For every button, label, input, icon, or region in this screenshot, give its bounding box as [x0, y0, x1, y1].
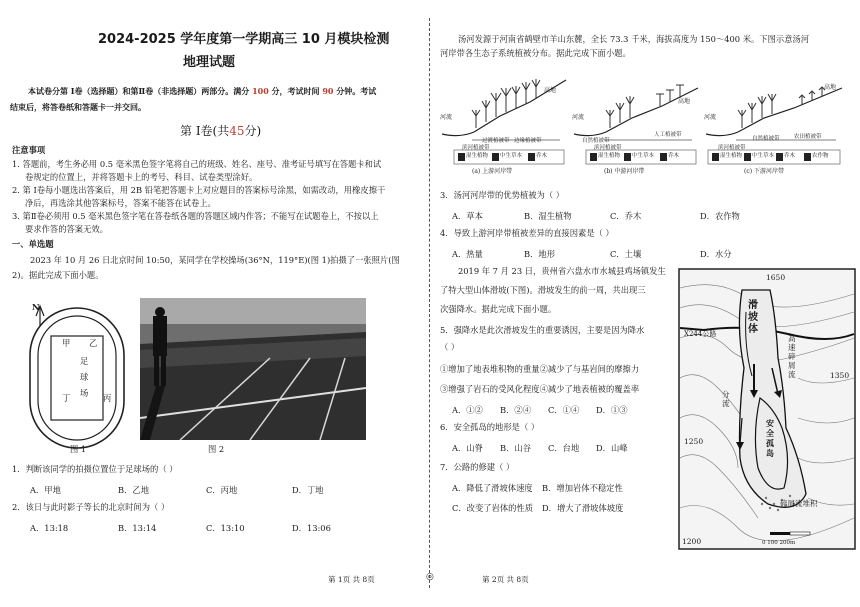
footer-mark: ◎ — [426, 572, 434, 582]
q2-option-b[interactable]: B．13:14 — [118, 523, 157, 533]
q3-option-a[interactable]: A．草本 — [452, 211, 483, 221]
landslide-body-label: 滑坡体 — [748, 300, 758, 335]
question-1: 1．判断该同学的拍摄位置位于足球场的（ ） — [12, 464, 178, 474]
question-5: 5．强降水是此次滑坡发生的重要诱因，主要是因为降水 — [440, 325, 645, 335]
notice-1a: 1. 答题前，考生务必用 0.5 毫米黑色签字笔将自己的班级、姓名、座号、准考证号填写在答题卡和试 — [12, 159, 382, 169]
field-char-2: 球 — [80, 372, 89, 382]
q5-statement-2: ③增强了岩石的受风化程度④减少了地表植被的覆盖率 — [440, 384, 640, 394]
diagram-b-caption: (b) 中游河岸带 — [604, 168, 645, 175]
q7-option-a[interactable]: A．降低了滑坡体速度 — [452, 483, 533, 493]
diagram-c-legend-1: 湿生植物 — [720, 153, 743, 159]
q1-option-a[interactable]: A．甲地 — [30, 485, 61, 495]
diagram-a-legend-2: 中生草本 — [500, 153, 523, 159]
diagram-b-zone2: 自然植被带 — [582, 138, 610, 144]
q5-option-c[interactable]: C．①④ — [548, 405, 580, 415]
q2-option-a[interactable]: A．13:18 — [30, 523, 69, 533]
q6-option-b[interactable]: B．山谷 — [500, 443, 531, 453]
question-6: 6．安全孤岛的地形是（ ） — [440, 422, 540, 432]
intro-line2: 结束后，将答卷纸和答题卡一并交回。 — [10, 102, 146, 112]
q5-option-b[interactable]: B．②④ — [500, 405, 531, 415]
q2-option-d[interactable]: D．13:06 — [292, 523, 331, 533]
diagram-a-zone3: 滨河植被带 — [462, 145, 490, 151]
figure-2-photo — [140, 298, 366, 440]
diagram-c-zone2: 自然植被带 — [752, 136, 780, 142]
q1-option-c[interactable]: C．丙地 — [206, 485, 238, 495]
safe-island-label: 安全孤岛 — [766, 418, 774, 458]
stem2-line1: 2019 年 7 月 23 日，贵州省六盘水市水城县鸡场镇发生 — [458, 266, 666, 276]
field-char-3: 场 — [80, 388, 89, 398]
q6-option-d[interactable]: D．山峰 — [596, 443, 628, 453]
stem2-line2: 了特大型山体滑坡(下图)。滑坡发生的前一周，共出现三 — [440, 285, 646, 295]
question-3: 3．汤河河岸带的优势植被为（ ） — [440, 190, 565, 200]
diagram-b-legend-2: 中生草本 — [632, 153, 655, 159]
page-divider — [429, 18, 430, 588]
exam-title: 2024-2025 学年度第一学期高三 10 月模块检测 — [98, 32, 390, 47]
notice-2a: 2. 第 Ⅰ卷每小题选出答案后，用 2B 铅笔把答题卡上对应题目的答案标号涂黑，如需改动，用橡皮擦干 — [12, 185, 386, 195]
diagram-b-legend-1: 湿生植物 — [598, 153, 621, 159]
contour-1250: 1250 — [684, 437, 704, 446]
question-2: 2．该日与此时影子等长的北京时间为（ ） — [12, 502, 170, 512]
landslide-map — [678, 268, 856, 550]
stem1-line1: 汤河发源于河南省鹤壁市羊山东麓，全长 73.3 千米，海拔高度为 150～400 米。下图示意汤河 — [458, 34, 810, 44]
diagram-a-high: 高地 — [544, 87, 557, 94]
diagram-b-high: 高地 — [678, 98, 691, 105]
q5-option-a[interactable]: A．①② — [452, 405, 483, 415]
q4-option-d[interactable]: D．水分 — [700, 249, 732, 259]
road-label: X244公路 — [684, 330, 717, 338]
contour-1650: 1650 — [766, 273, 786, 282]
diagram-a-river: 河流 — [440, 114, 453, 121]
north-arrow-label: N — [32, 302, 40, 312]
notice-3b: 要求作答的答案无效。 — [25, 224, 108, 234]
diagram-b-river: 河流 — [572, 114, 585, 121]
diagram-a-zone1: 过渡植被带 — [482, 138, 510, 144]
question-7: 7．公路的修建（ ） — [440, 462, 515, 472]
q4-option-c[interactable]: C．土壤 — [610, 249, 642, 259]
stem-line1: 2023 年 10 月 26 日北京时间 10:50，某同学在学校操场(36°N，119°E)(图 1)拍摄了一张照片(图 — [30, 255, 400, 265]
q1-option-b[interactable]: B．乙地 — [118, 485, 149, 495]
notice-1b: 卷规定的位置上，并将答题卡上的考号、科目、试卷类型涂好。 — [25, 172, 258, 182]
map-scale: 0 100 200m — [762, 540, 796, 546]
diagram-c-zone3: 滨河植被带 — [718, 145, 746, 151]
figure-1 — [22, 298, 132, 458]
diagram-c-zone1: 农田植被带 — [794, 134, 822, 140]
question-5-paren: （ ） — [440, 342, 460, 352]
q5-statement-1: ①增加了地表堆积物的重量②减少了与基岩间的摩擦力 — [440, 364, 640, 374]
q7-option-d[interactable]: D．增大了滑坡体坡度 — [542, 503, 624, 513]
point-jia: 甲 — [62, 338, 71, 348]
figure-2-caption: 图 2 — [208, 444, 225, 454]
q3-option-c[interactable]: C．乔木 — [610, 211, 642, 221]
point-bing: 丙 — [103, 393, 112, 403]
q1-option-d[interactable]: D．丁地 — [292, 485, 324, 495]
diversion-label: 分流 — [722, 390, 730, 408]
notice-2b: 净后，再选涂其他答案标号，答案不能答在试卷上。 — [25, 198, 216, 208]
stem-line2: 2)。据此完成下面小题。 — [12, 270, 104, 280]
stem2-line3: 次强降水。据此完成下面小题。 — [440, 304, 557, 314]
q7-option-c[interactable]: C．改变了岩体的性质 — [452, 503, 534, 513]
point-yi: 乙 — [89, 338, 98, 348]
exam-subtitle: 地理试题 — [183, 55, 236, 70]
q6-option-a[interactable]: A．山脊 — [452, 443, 483, 453]
diagram-c-river: 河流 — [704, 114, 717, 121]
figure-1-caption: 图 1 — [70, 444, 87, 454]
page-number-left: 第 1页 共 8页 — [328, 575, 375, 584]
q3-option-b[interactable]: B．湿生植物 — [524, 211, 572, 221]
q2-option-c[interactable]: C．13:10 — [206, 523, 245, 533]
q4-option-a[interactable]: A．热量 — [452, 249, 483, 259]
diagram-a-legend-3: 乔木 — [536, 153, 548, 159]
q6-option-c[interactable]: C．台地 — [548, 443, 580, 453]
point-ding: 丁 — [62, 393, 71, 403]
q7-option-b[interactable]: B．增加岩体不稳定性 — [542, 483, 623, 493]
field-char-1: 足 — [80, 356, 89, 366]
debris-deposit-label: 碎屑流堆积 — [780, 499, 818, 508]
diagram-c-legend-2: 中生草本 — [752, 153, 775, 159]
diagram-a-legend-1: 湿生植物 — [466, 153, 489, 159]
diagram-a-zone2: 边缘植被带 — [514, 138, 542, 144]
debris-flow-label: 高速碎屑流 — [788, 334, 796, 379]
q4-option-b[interactable]: B．地形 — [524, 249, 555, 259]
diagram-a-caption: (a) 上游河岸带 — [472, 168, 513, 175]
part-heading: 一、单选题 — [12, 239, 54, 249]
contour-1200: 1200 — [682, 537, 702, 546]
left-page — [0, 0, 428, 607]
q3-option-d[interactable]: D．农作物 — [700, 211, 740, 221]
question-4: 4．导致上游河岸带植被差异的直接因素是（ ） — [440, 228, 614, 238]
diagram-b-zone3: 滨河植被带 — [594, 145, 622, 151]
intro-line1: 本试卷分第 Ⅰ卷（选择题）和第Ⅱ卷（非选择题）两部分。满分 100 分，考试时间 90 分钟。考试 — [28, 86, 377, 96]
stem1-line2: 河岸带各生态子系统植被分布。据此完成下面小题。 — [440, 48, 631, 58]
notice-heading: 注意事项 — [12, 145, 46, 155]
diagram-c-caption: (c) 下游河岸带 — [744, 168, 784, 175]
q5-option-d[interactable]: D．①③ — [596, 405, 628, 415]
diagram-b-legend-3: 乔木 — [668, 153, 680, 159]
section-title: 第 Ⅰ卷(共45分) — [180, 124, 262, 138]
diagram-b-zone1: 人工植被带 — [654, 132, 682, 138]
page-number-right: 第 2页 共 8页 — [482, 575, 529, 584]
diagram-c-legend-4: 农作物 — [812, 153, 829, 159]
right-page — [432, 0, 860, 607]
diagram-c-legend-3: 乔木 — [784, 153, 796, 159]
diagram-c-high: 高地 — [824, 84, 837, 91]
notice-3a: 3. 第Ⅱ卷必须用 0.5 毫米黑色签字笔在答卷纸各题的答题区域内作答；不能写在试题卷上，不按以上 — [12, 211, 379, 221]
contour-1350: 1350 — [830, 371, 850, 380]
